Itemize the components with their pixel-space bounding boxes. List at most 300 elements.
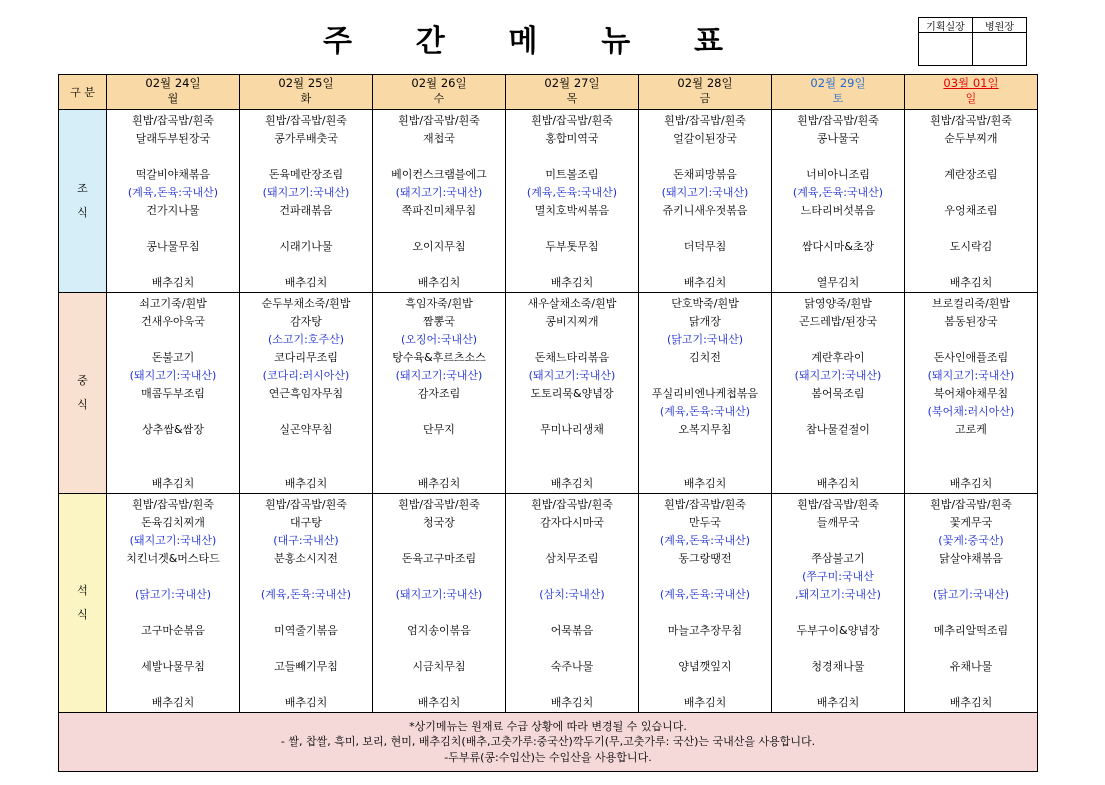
day-date: 02월 24일: [145, 76, 201, 90]
day-date: 02월 28일: [677, 76, 733, 90]
menu-item: 흰밥/잡곡밥/흰죽: [797, 498, 879, 511]
menu-item: 메추리알떡조림: [933, 624, 1009, 637]
menu-item: 대구탕: [290, 516, 322, 529]
day-header: [506, 75, 639, 110]
menu-item: 감자탕: [290, 315, 322, 328]
menu-item: 짬뽕국: [423, 315, 455, 328]
menu-cell: [240, 494, 373, 713]
day-weekday: 화: [300, 92, 312, 105]
menu-item: 감자조림: [417, 387, 461, 400]
menu-item: [107, 220, 239, 238]
menu-item: [240, 148, 372, 166]
menu-item: [905, 640, 1037, 658]
menu-item: [506, 676, 638, 694]
day-header: [772, 75, 905, 110]
menu-item: 푸실리비엔나케첩볶음: [651, 387, 759, 400]
menu-item: 콩가루배춧국: [274, 132, 338, 145]
menu-item: 단무지: [423, 423, 455, 436]
menu-item: [107, 457, 239, 475]
title-char: 표: [694, 24, 723, 59]
origin-note: (돼지고기:국내산): [395, 588, 483, 601]
menu-item: 돈육메란장조림: [268, 168, 344, 181]
menu-item: 돈불고기: [151, 351, 195, 364]
menu-item: 매콤두부조림: [141, 387, 205, 400]
menu-cell: [639, 293, 772, 494]
menu-item: 청국장: [423, 516, 455, 529]
menu-item: 너비아니조림: [806, 168, 870, 181]
origin-note: (꽃게:중국산): [938, 534, 1004, 547]
menu-item: [905, 148, 1037, 166]
menu-item: 돈육김치찌개: [141, 516, 205, 529]
menu-item: [240, 439, 372, 457]
menu-item: 배추김치: [683, 276, 727, 289]
menu-item: 달래두부된장국: [135, 132, 211, 145]
menu-item: 북어채야채무침: [933, 387, 1009, 400]
origin-note: (오징어:국내산): [400, 333, 478, 346]
menu-item: [107, 568, 239, 586]
menu-item: 콩비지찌개: [545, 315, 599, 328]
origin-note: (돼지고기:국내산): [395, 186, 483, 199]
dinner-row: [59, 494, 1038, 713]
menu-cell: [905, 494, 1038, 713]
menu-item: [373, 439, 505, 457]
menu-item: 상추쌈&쌈장: [142, 423, 204, 436]
menu-item: 배추김치: [949, 477, 993, 490]
menu-cell: [506, 110, 639, 293]
menu-item: 배추김치: [417, 477, 461, 490]
menu-item: 돈사인애플조림: [933, 351, 1009, 364]
day-header: [240, 75, 373, 110]
day-header: [107, 75, 240, 110]
menu-cell: [772, 110, 905, 293]
menu-item: [506, 604, 638, 622]
menu-item: [240, 604, 372, 622]
menu-item: [772, 148, 904, 166]
menu-item: [240, 220, 372, 238]
menu-item: 배추김치: [417, 696, 461, 709]
menu-cell: [373, 293, 506, 494]
menu-item: 배추김치: [151, 477, 195, 490]
dinner-label: [59, 494, 107, 713]
menu-item: 배추김치: [949, 696, 993, 709]
menu-item: [905, 256, 1037, 274]
menu-item: 쭈삼불고기: [811, 552, 865, 565]
menu-item: 베이컨스크램블에그: [391, 168, 487, 181]
menu-item: [639, 220, 771, 238]
menu-item: 흰밥/잡곡밥/흰죽: [132, 114, 214, 127]
menu-item: 콩나물무침: [146, 240, 200, 253]
menu-item: [373, 640, 505, 658]
menu-cell: [639, 110, 772, 293]
breakfast-row: [59, 110, 1038, 293]
menu-item: [240, 568, 372, 586]
origin-note: (돼지고기:국내산): [262, 186, 350, 199]
menu-item: [772, 439, 904, 457]
menu-item: 계란장조림: [944, 168, 998, 181]
menu-item: [772, 403, 904, 421]
menu-item: [240, 640, 372, 658]
menu-item: 배추김치: [417, 276, 461, 289]
menu-item: [107, 148, 239, 166]
menu-item: 흰밥/잡곡밥/흰죽: [265, 114, 347, 127]
approval-planning: [919, 18, 972, 65]
menu-item: [506, 256, 638, 274]
menu-item: [506, 640, 638, 658]
origin-note: (돼지고기:국내산): [927, 369, 1015, 382]
menu-item: 배추김치: [816, 477, 860, 490]
menu-item: 멸치호박씨볶음: [534, 204, 610, 217]
menu-item: [373, 457, 505, 475]
menu-item: [373, 568, 505, 586]
menu-item: 배추김치: [284, 696, 328, 709]
menu-item: 얼갈이된장국: [673, 132, 737, 145]
day-weekday: 월: [167, 92, 179, 105]
menu-item: 건새우아욱국: [141, 315, 205, 328]
menu-item: 두부구이&양념장: [796, 624, 880, 637]
page-title: [323, 18, 723, 58]
menu-item: 실곤약무침: [279, 423, 333, 436]
menu-cell: [373, 110, 506, 293]
day-header: [373, 75, 506, 110]
origin-note: (돼지고기:국내산): [129, 534, 217, 547]
menu-item: [639, 367, 771, 385]
menu-item: 돈채피망볶음: [673, 168, 737, 181]
title-char: 주: [323, 24, 352, 59]
menu-item: 배추김치: [151, 276, 195, 289]
menu-item: [240, 457, 372, 475]
approval-director: [972, 18, 1026, 65]
menu-item: [107, 331, 239, 349]
menu-item: 배추김치: [284, 477, 328, 490]
menu-item: [772, 256, 904, 274]
menu-item: 계란후라이: [811, 351, 865, 364]
breakfast-label: [59, 110, 107, 293]
menu-item: [506, 457, 638, 475]
menu-item: 배추김치: [284, 276, 328, 289]
menu-item: 닭살야채볶음: [939, 552, 1003, 565]
origin-note: (계육,돈육:국내산): [127, 186, 219, 199]
menu-item: [373, 676, 505, 694]
origin-note: (돼지고기:국내산): [395, 369, 483, 382]
menu-item: 콩나물국: [816, 132, 860, 145]
menu-item: [639, 604, 771, 622]
menu-item: 미역줄기볶음: [274, 624, 338, 637]
menu-item: 숙주나물: [550, 660, 594, 673]
menu-item: 동그랑땡전: [678, 552, 732, 565]
menu-item: [905, 331, 1037, 349]
menu-item: 닭영양죽/흰밥: [804, 297, 872, 310]
menu-item: 순두부찌개: [944, 132, 998, 145]
origin-note: (계육,돈육:국내산): [526, 186, 618, 199]
menu-item: 엄지송이볶음: [407, 624, 471, 637]
menu-item: 배추김치: [949, 276, 993, 289]
menu-cell: [107, 494, 240, 713]
meal-label-char: 식: [77, 206, 88, 219]
meal-label-char: 식: [77, 398, 88, 411]
menu-item: 세발나물무침: [141, 660, 205, 673]
menu-item: [905, 184, 1037, 202]
origin-note: (계육,돈육:국내산): [659, 534, 751, 547]
menu-cell: [639, 494, 772, 713]
meal-label-char: 조: [77, 182, 88, 195]
menu-item: [905, 604, 1037, 622]
menu-cell: [107, 293, 240, 494]
menu-item: 두부톳무침: [545, 240, 599, 253]
footer-note: - 쌀, 찹쌀, 흑미, 보리, 현미, 배추김치(배추,고춧가루:중국산)깍두기(무,고춧가루: 국산)는 국내산을 사용합니다.: [280, 735, 816, 749]
menu-item: 쌈다시마&초장: [801, 240, 875, 253]
menu-item: [107, 256, 239, 274]
menu-item: 마늘고추장무침: [667, 624, 743, 637]
lunch-row: [59, 293, 1038, 494]
menu-item: [639, 568, 771, 586]
menu-item: 배추김치: [550, 696, 594, 709]
approval-label: 기획실장: [919, 18, 972, 33]
menu-item: [905, 568, 1037, 586]
footer-note: *상기메뉴는 원재료 수급 상황에 따라 변경될 수 있습니다.: [409, 719, 687, 733]
menu-cell: [240, 293, 373, 494]
menu-cell: [506, 293, 639, 494]
menu-item: 무미나리생채: [540, 423, 604, 436]
menu-item: [107, 604, 239, 622]
menu-item: 봄어묵조림: [811, 387, 865, 400]
footer-note: -두부류(콩:수입산)는 수입산을 사용합니다.: [444, 750, 652, 764]
menu-item: 느타리버섯볶음: [800, 204, 876, 217]
day-header: [639, 75, 772, 110]
menu-cell: [506, 494, 639, 713]
menu-item: [905, 676, 1037, 694]
day-weekday: 목: [566, 92, 578, 105]
origin-note: ,돼지고기:국내산): [795, 588, 881, 601]
origin-note: (삼치:국내산): [539, 588, 605, 601]
origin-note: (북어채:러시아산): [927, 405, 1015, 418]
menu-item: 열무김치: [816, 276, 860, 289]
origin-note: (돼지고기:국내산): [794, 369, 882, 382]
menu-item: 도토리묵&양념장: [530, 387, 614, 400]
menu-item: [639, 148, 771, 166]
menu-item: 떡갈비야채볶음: [135, 168, 211, 181]
menu-item: 더덕무침: [683, 240, 727, 253]
menu-item: 만두국: [689, 516, 721, 529]
menu-item: [107, 640, 239, 658]
menu-item: 미트볼조림: [545, 168, 599, 181]
menu-item: [373, 403, 505, 421]
menu-item: 흰밥/잡곡밥/흰죽: [797, 114, 879, 127]
gubun-header: 구 분: [59, 75, 107, 110]
menu-item: 들깨무국: [816, 516, 860, 529]
menu-item: 감자다시마국: [540, 516, 604, 529]
menu-item: [905, 439, 1037, 457]
menu-item: 봄동된장국: [944, 315, 998, 328]
menu-item: 순두부채소죽/흰밥: [261, 297, 351, 310]
menu-item: 참나물겉절이: [806, 423, 870, 436]
menu-item: 오복지무침: [678, 423, 732, 436]
menu-item: [240, 403, 372, 421]
day-weekday: 토: [832, 92, 844, 105]
menu-item: [373, 148, 505, 166]
footer-notes: [59, 713, 1038, 772]
approval-box: [918, 17, 1027, 66]
menu-item: 분홍소시지전: [274, 552, 338, 565]
day-date: 02월 27일: [544, 76, 600, 90]
menu-item: 김치전: [689, 351, 721, 364]
menu-item: 고로케: [955, 423, 987, 436]
menu-item: 흰밥/잡곡밥/흰죽: [930, 114, 1012, 127]
origin-note: (계육,돈육:국내산): [260, 588, 352, 601]
menu-item: 단호박죽/흰밥: [671, 297, 739, 310]
origin-note: (돼지고기:국내산): [661, 186, 749, 199]
menu-item: 어묵볶음: [550, 624, 594, 637]
menu-item: 우엉채조림: [944, 204, 998, 217]
menu-item: 곤드레밥/된장국: [798, 315, 878, 328]
menu-item: 도시락김: [949, 240, 993, 253]
menu-item: [772, 331, 904, 349]
menu-item: [639, 439, 771, 457]
origin-note: (돼지고기:국내산): [129, 369, 217, 382]
menu-item: 흰밥/잡곡밥/흰죽: [664, 498, 746, 511]
menu-item: 청경채나물: [811, 660, 865, 673]
menu-item: [506, 439, 638, 457]
day-header: [905, 75, 1038, 110]
menu-cell: [905, 293, 1038, 494]
menu-item: [373, 604, 505, 622]
menu-item: [240, 676, 372, 694]
menu-item: [107, 439, 239, 457]
menu-item: [373, 532, 505, 550]
menu-item: 재첩국: [423, 132, 455, 145]
menu-cell: [107, 110, 240, 293]
menu-item: 삼치무조림: [545, 552, 599, 565]
menu-item: [772, 640, 904, 658]
origin-note: (돼지고기:국내산): [528, 369, 616, 382]
menu-item: [772, 532, 904, 550]
signature-area: [973, 33, 1026, 65]
menu-item: [772, 604, 904, 622]
menu-item: 돈육고구마조림: [401, 552, 477, 565]
menu-item: [506, 568, 638, 586]
menu-item: [639, 256, 771, 274]
menu-item: 흰밥/잡곡밥/흰죽: [398, 498, 480, 511]
menu-item: [506, 220, 638, 238]
menu-cell: [905, 110, 1038, 293]
origin-note: (닭고기:국내산): [666, 333, 744, 346]
menu-cell: [772, 293, 905, 494]
menu-item: 흰밥/잡곡밥/흰죽: [531, 498, 613, 511]
menu-item: 배추김치: [151, 696, 195, 709]
menu-item: 배추김치: [550, 276, 594, 289]
weekly-menu-table: [58, 74, 1038, 772]
menu-item: 쥬키니새우젓볶음: [662, 204, 748, 217]
day-date: 03월 01일: [943, 76, 999, 90]
menu-item: 새우살채소죽/흰밥: [527, 297, 617, 310]
menu-item: 건파래볶음: [279, 204, 333, 217]
menu-item: [107, 676, 239, 694]
menu-cell: [240, 110, 373, 293]
origin-note: (대구:국내산): [273, 534, 339, 547]
menu-item: 배추김치: [816, 696, 860, 709]
menu-item: 흰밥/잡곡밥/흰죽: [531, 114, 613, 127]
menu-item: [772, 220, 904, 238]
menu-item: 코다리무조림: [274, 351, 338, 364]
menu-item: [905, 220, 1037, 238]
menu-item: [639, 640, 771, 658]
menu-item: 양념깻잎지: [678, 660, 732, 673]
menu-cell: [373, 494, 506, 713]
menu-item: [639, 676, 771, 694]
origin-note: (코다리:러시아산): [262, 369, 350, 382]
origin-note: (닭고기:국내산): [932, 588, 1010, 601]
footer-row: [59, 713, 1038, 772]
meal-label-char: 중: [77, 374, 88, 387]
menu-item: [639, 457, 771, 475]
menu-item: 흰밥/잡곡밥/흰죽: [398, 114, 480, 127]
menu-item: 꽃게무국: [949, 516, 993, 529]
menu-item: [506, 331, 638, 349]
meal-label-char: 석: [77, 584, 88, 597]
menu-item: 치킨너겟&머스타드: [126, 552, 220, 565]
signature-area: [919, 33, 972, 65]
menu-item: 쇠고기죽/흰밥: [139, 297, 207, 310]
approval-label: 병원장: [973, 18, 1026, 33]
menu-item: 고구마순볶음: [141, 624, 205, 637]
menu-item: 시래기나물: [279, 240, 333, 253]
menu-item: 돈채느타리볶음: [534, 351, 610, 364]
day-weekday: 금: [699, 92, 711, 105]
menu-item: 흰밥/잡곡밥/흰죽: [664, 114, 746, 127]
menu-item: [373, 220, 505, 238]
menu-item: 배추김치: [550, 477, 594, 490]
menu-cell: [772, 494, 905, 713]
origin-note: (닭고기:국내산): [134, 588, 212, 601]
menu-item: 배추김치: [683, 696, 727, 709]
title-char: 간: [415, 24, 445, 59]
lunch-label: [59, 293, 107, 494]
day-date: 02월 29일: [810, 76, 866, 90]
menu-item: 흰밥/잡곡밥/흰죽: [930, 498, 1012, 511]
title-char: 메: [508, 24, 538, 59]
day-date: 02월 25일: [278, 76, 334, 90]
menu-item: 고들빼기무침: [274, 660, 338, 673]
menu-item: 흑임자죽/흰밥: [405, 297, 473, 310]
menu-item: 흰밥/잡곡밥/흰죽: [132, 498, 214, 511]
day-weekday: 수: [433, 92, 445, 105]
menu-item: 흰밥/잡곡밥/흰죽: [265, 498, 347, 511]
menu-item: [506, 532, 638, 550]
menu-item: 홍합미역국: [545, 132, 599, 145]
meal-label-char: 식: [77, 608, 88, 621]
menu-item: 오이지무침: [412, 240, 466, 253]
origin-note: (계육,돈육:국내산): [659, 588, 751, 601]
menu-item: [506, 403, 638, 421]
menu-item: [506, 148, 638, 166]
menu-item: 브로컬리죽/흰밥: [931, 297, 1011, 310]
menu-item: [772, 676, 904, 694]
origin-note: (쭈구미:국내산: [802, 570, 874, 583]
origin-note: (소고기:호주산): [267, 333, 345, 346]
menu-item: 건가지나물: [146, 204, 200, 217]
menu-item: 배추김치: [683, 477, 727, 490]
header-row: [59, 75, 1038, 110]
menu-item: 시금치무침: [412, 660, 466, 673]
title-char: 뉴: [601, 24, 631, 59]
menu-item: [107, 403, 239, 421]
menu-item: [772, 457, 904, 475]
day-date: 02월 26일: [411, 76, 467, 90]
day-weekday: 일: [965, 92, 977, 105]
menu-item: 탕수육&후르츠소스: [392, 351, 486, 364]
menu-item: [905, 457, 1037, 475]
menu-item: [240, 256, 372, 274]
origin-note: (계육,돈육:국내산): [659, 405, 751, 418]
